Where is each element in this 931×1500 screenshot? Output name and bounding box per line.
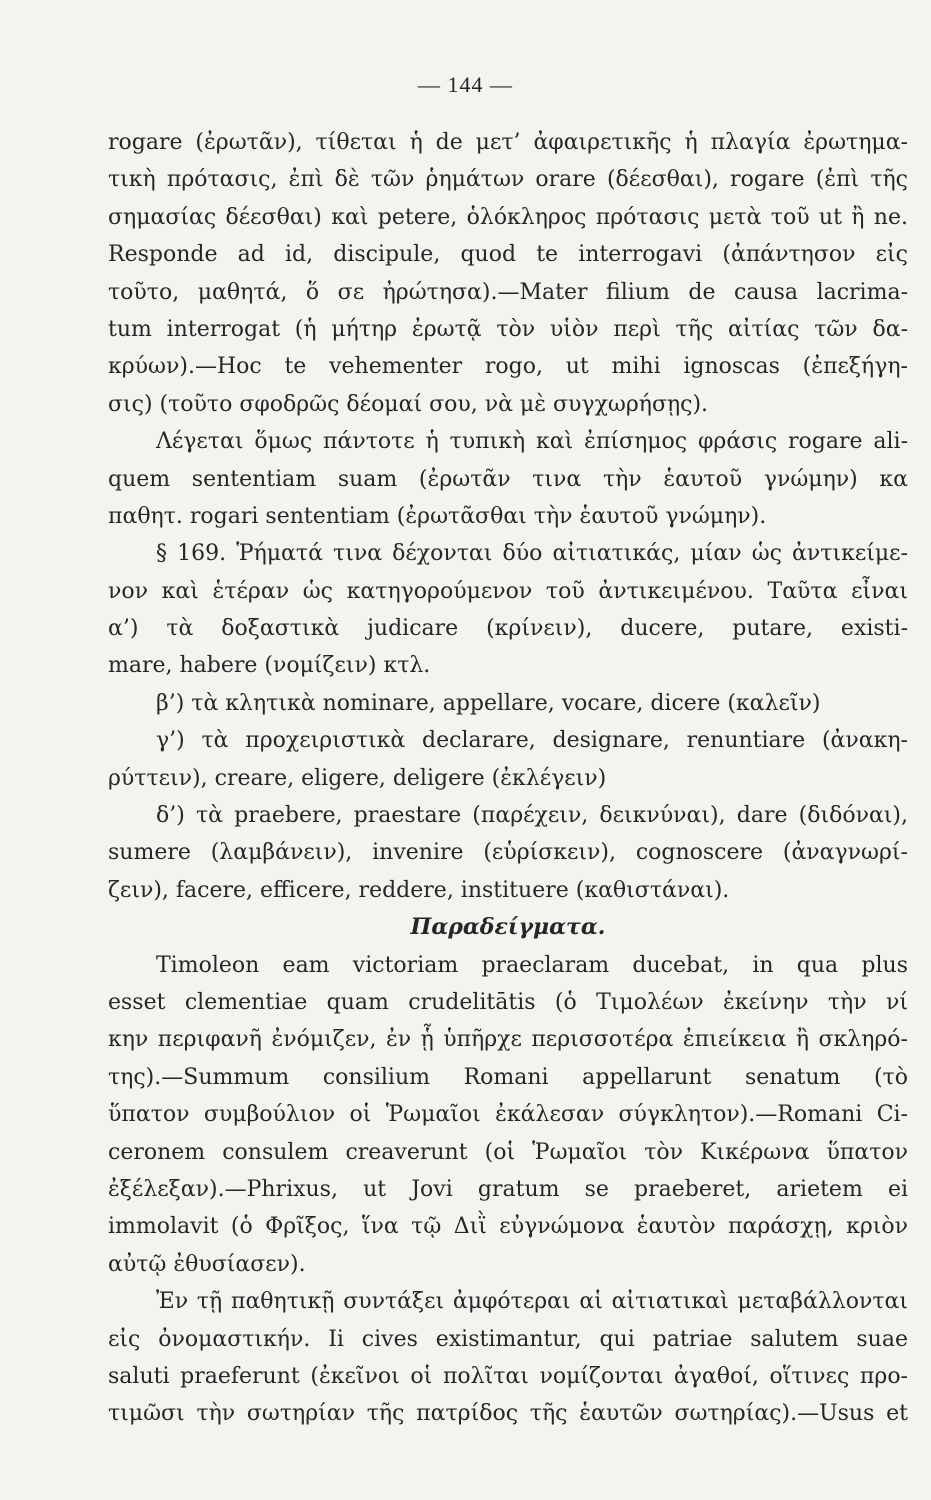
text-line: τιμῶσι τὴν σωτηρίαν τῆς πατρίδος τῆς ἑαυτῶν σωτηρίας).—Usus et: [108, 1401, 908, 1427]
text-line: α’) τὰ δοξαστικὰ judicare (κρίνειν), ducere, putare, existi-: [108, 616, 908, 642]
text-line: saluti praeferunt (ἐκεῖνοι οἱ πολῖται νομίζονται ἀγαθοί, οἵτινες προ-: [108, 1363, 908, 1389]
text-line: quem sententiam suam (ἐρωτᾶν τινα τὴν ἑαυτοῦ γνώμην) κα: [108, 466, 908, 492]
examples-heading: Παραδείγματα.: [410, 914, 606, 941]
text-line: τικὴ πρότασις, ἐπὶ δὲ τῶν ῥημάτων orare (δέεσθαι), rogare (ἐπὶ τῆς: [108, 167, 908, 193]
text-line: δ’) τὰ praebere, praestare (παρέχειν, δεικνύναι), dare (διδόναι),: [156, 803, 908, 829]
text-line: αὐτῷ ἐθυσίασεν).: [108, 1251, 306, 1277]
section-169-line: § 169. Ῥήματά τινα δέχονται δύο αἰτιατικάς, μίαν ὡς ἀντικείμε-: [156, 541, 908, 567]
text-line: ἐξέλεξαν).—Phrixus, ut Jovi gratum se praeberet, arietem ei: [108, 1176, 908, 1202]
text-line: esset clementiae quam crudelitātis (ὁ Τιμολέων ἐκείνην τὴν νί: [108, 989, 908, 1015]
page-number: — 144 —: [418, 72, 513, 97]
text-line: immolavit (ὁ Φρῖξος, ἵνα τῷ Διῒ εὐγνώμονα ἑαυτὸν παράσχῃ, κριὸν: [108, 1214, 908, 1240]
text-line: Ἐν τῇ παθητικῇ συντάξει ἀμφότεραι αἱ αἰτιατικαὶ μεταβάλλονται: [156, 1289, 908, 1315]
text-line: γ’) τὰ προχειριστικὰ declarare, designare, renuntiare (ἀνακη-: [156, 728, 908, 754]
text-line: κρύων).—Hoc te vehementer rogo, ut mihi ignoscas (ἐπεξήγη-: [108, 354, 908, 380]
text-line: ρύττειν), creare, eligere, deligere (ἐκλέγειν): [108, 765, 607, 791]
text-line: Responde ad id, discipule, quod te interrogavi (ἀπάντησον εἰς: [108, 242, 908, 268]
text-body: [108, 124, 908, 1433]
text-line: σημασίας δέεσθαι) καὶ petere, ὁλόκληρος πρότασις μετὰ τοῦ ut ἢ ne.: [108, 204, 908, 230]
text-line: εἰς ὀνομαστικήν. Ii cives existimantur, qui patriae salutem suae: [108, 1326, 908, 1352]
text-line: νον καὶ ἑτέραν ὡς κατηγορούμενον τοῦ ἀντικειμένου. Ταῦτα εἶναι: [108, 578, 908, 604]
text-line: Λέγεται ὅμως πάντοτε ἡ τυπικὴ καὶ ἐπίσημος φράσις rogare ali-: [156, 429, 908, 455]
text-line: ζειν), facere, efficere, reddere, instituere (καθιστάναι).: [108, 877, 730, 903]
text-line: mare, habere (νομίζειν) κτλ.: [108, 653, 431, 679]
text-line: της).—Summum consilium Romani appellarunt senatum (τὸ: [108, 1064, 908, 1090]
text-line: ὕπατον συμβούλιον οἱ Ῥωμαῖοι ἐκάλεσαν σύγκλητον).—Romani Ci-: [108, 1102, 908, 1128]
text-line: παθητ. rogari sententiam (ἐρωτᾶσθαι τὴν ἑαυτοῦ γνώμην).: [108, 503, 767, 529]
text-line: τοῦτο, μαθητά, ὅ σε ἠρώτησα).—Mater filium de causa lacrima-: [108, 279, 908, 305]
text-line: β’) τὰ κλητικὰ nominare, appellare, vocare, dicere (καλεῖν): [156, 690, 821, 716]
text-line: σις) (τοῦτο σφοδρῶς δέομαί σου, νὰ μὲ συγχωρήσῃς).: [108, 391, 709, 417]
text-line: tum interrogat (ἡ μήτηρ ἐρωτᾷ τὸν υἱὸν περὶ τῆς αἰτίας τῶν δα-: [108, 316, 908, 342]
text-line: sumere (λαμβάνειν), invenire (εὑρίσκειν), cognoscere (ἀναγνωρί-: [108, 840, 908, 866]
text-line: Timoleon eam victoriam praeclaram ducebat, in qua plus: [156, 952, 908, 978]
text-line: ceronem consulem creaverunt (οἱ Ῥωμαῖοι τὸν Κικέρωνα ὕπατον: [108, 1139, 908, 1165]
text-line: rogare (ἐρωτᾶν), τίθεται ἡ de μετ’ ἀφαιρετικῆς ἡ πλαγία ἐρωτημα-: [108, 130, 908, 155]
text-line: κην περιφανῆ ἐνόμιζεν, ἐν ᾗ ὑπῆρχε περισσοτέρα ἐπιείκεια ἢ σκληρό-: [108, 1027, 908, 1053]
